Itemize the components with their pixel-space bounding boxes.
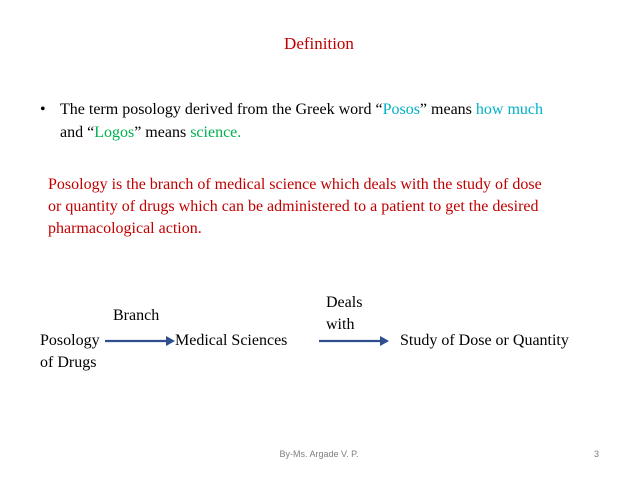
node-study: Study of Dose or Quantity: [400, 332, 569, 349]
definition-line-1: Posology is the branch of medical science which deals with the study of dose: [48, 176, 542, 193]
label-deals: Deals: [326, 294, 363, 311]
definition-paragraph: [48, 174, 618, 240]
arrow-right-icon: [104, 334, 176, 348]
bullet-text-1a: The term posology derived from the Greek word “: [60, 101, 383, 118]
slide-title: Definition: [284, 34, 354, 53]
term-logos: Logos: [94, 124, 135, 141]
term-how-much: how much: [475, 101, 544, 118]
label-branch: Branch: [113, 307, 160, 324]
bullet-line-1: [60, 98, 543, 121]
arrow-right-icon: [318, 334, 390, 348]
node-posology: Posology: [40, 332, 100, 349]
bullet-line-2: [60, 121, 241, 144]
bullet-text-1b: ” means: [419, 101, 476, 118]
footer-author: By-Ms. Argade V. P.: [279, 449, 359, 459]
bullet-text-2b: ” means: [134, 124, 191, 141]
page-number: 3: [594, 449, 600, 459]
definition-line-3: pharmacological action.: [48, 220, 202, 237]
term-posos: Posos: [382, 101, 420, 118]
node-of-drugs: of Drugs: [40, 354, 97, 371]
bullet-marker: •: [40, 101, 46, 118]
term-science: science.: [190, 124, 242, 141]
label-with: with: [326, 316, 355, 333]
node-medical-sciences: Medical Sciences: [175, 332, 288, 349]
bullet-text-2a: and “: [60, 124, 95, 141]
definition-line-2: or quantity of drugs which can be administered to a patient to get the desired: [48, 198, 539, 215]
